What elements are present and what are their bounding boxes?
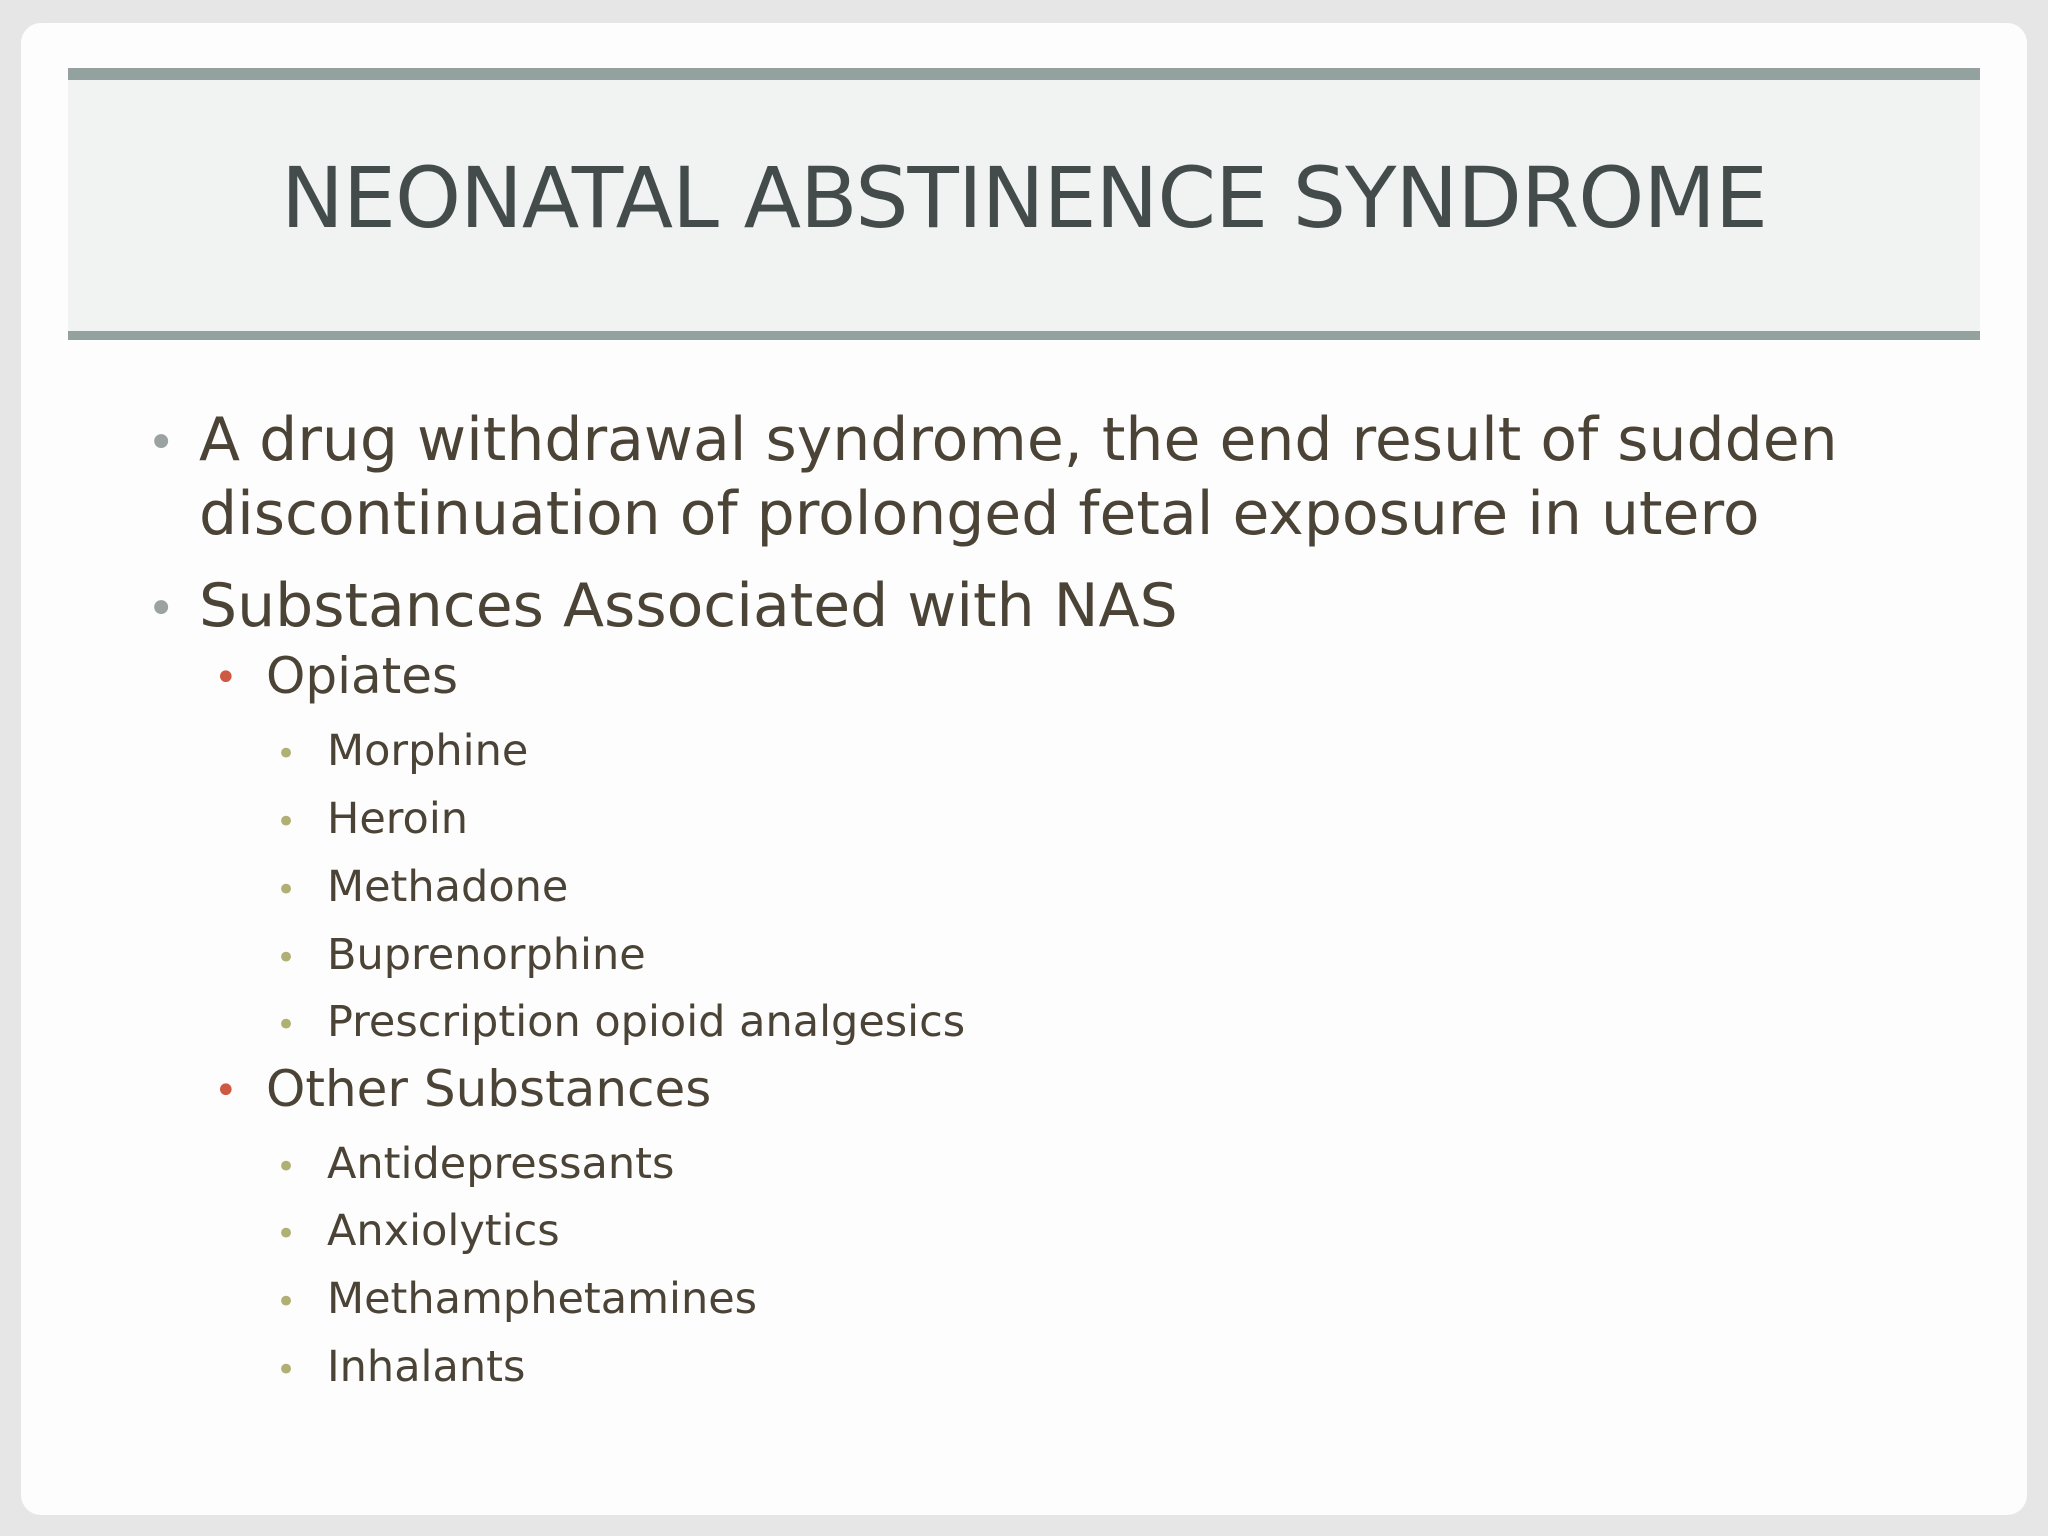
list-item: Prescription opioid analgesics xyxy=(327,997,966,1047)
slide-content xyxy=(21,23,2027,1515)
group-label-opiates: Opiates xyxy=(266,647,459,705)
substances-heading: Substances Associated with NAS xyxy=(199,571,1178,641)
bullet-level3-icon: • xyxy=(276,802,297,842)
bullet-level3-icon: • xyxy=(276,1282,297,1322)
slide xyxy=(21,23,2027,1515)
list-item: Buprenorphine xyxy=(327,930,646,980)
bullet-level3-icon: • xyxy=(276,870,297,910)
list-item: Heroin xyxy=(327,794,469,844)
list-item: Methamphetamines xyxy=(327,1274,758,1324)
bullet-level3-icon: • xyxy=(276,1147,297,1187)
list-item: Anxiolytics xyxy=(327,1206,560,1256)
list-item: Methadone xyxy=(327,862,569,912)
list-item: Inhalants xyxy=(327,1342,526,1392)
bullet-level2-icon: • xyxy=(214,655,238,701)
bullet-level2-icon: • xyxy=(214,1068,238,1114)
list-item: Antidepressants xyxy=(327,1139,675,1189)
bullet-level3-icon: • xyxy=(276,1214,297,1254)
bullet-level3-icon: • xyxy=(276,734,297,774)
bullet-level3-icon: • xyxy=(276,1005,297,1045)
list-item: Morphine xyxy=(327,726,529,776)
slide-title: NEONATAL ABSTINENCE SYNDROME xyxy=(281,149,1767,247)
bullet-level1-icon: • xyxy=(147,415,176,471)
definition-line-1: A drug withdrawal syndrome, the end result of sudden xyxy=(199,405,1838,475)
definition-line-2: discontinuation of prolonged fetal exposure in utero xyxy=(199,479,1760,549)
bullet-level1-icon: • xyxy=(147,581,176,637)
bullet-level3-icon: • xyxy=(276,938,297,978)
group-label-other-substances: Other Substances xyxy=(266,1060,712,1118)
bullet-level3-icon: • xyxy=(276,1350,297,1390)
